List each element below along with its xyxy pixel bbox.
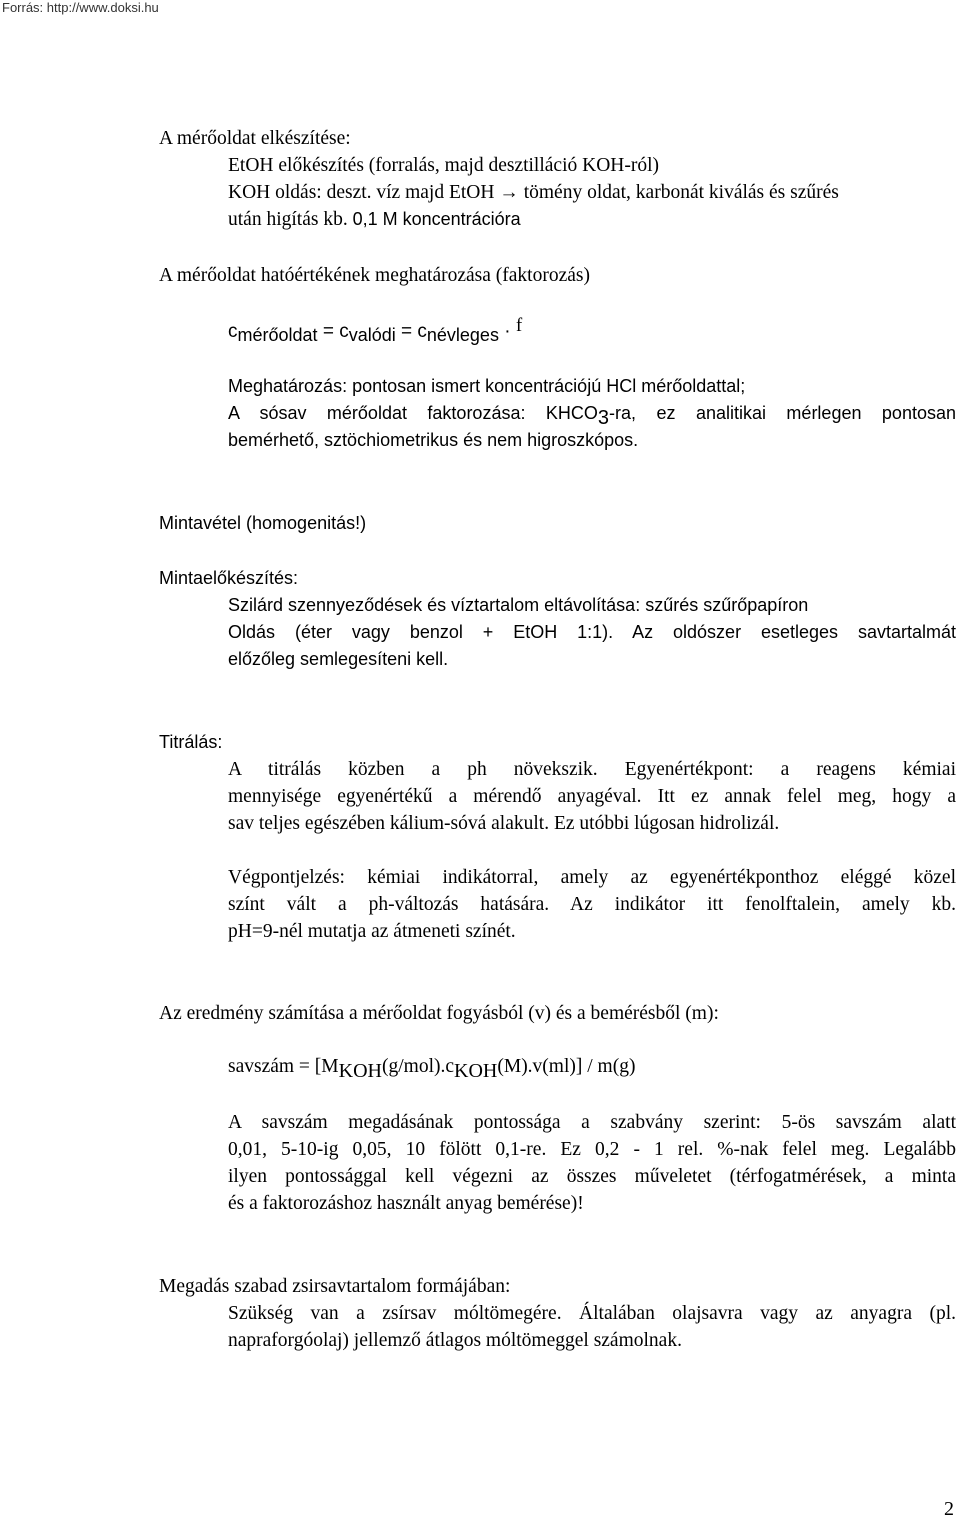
formula-part-a: savszám = [M — [228, 1056, 339, 1077]
determination-line-3: bemérhető, sztöchiometrikus és nem higroszkópos. — [228, 430, 639, 450]
sample-prep-line-1: Szilárd szennyeződések és víztartalom eltávolítása: szűrés szűrőpapíron — [228, 595, 809, 615]
section-title-titration: Titrálás: — [159, 732, 223, 752]
formula-eq-1: = c — [317, 321, 349, 342]
formula-c: c — [228, 321, 238, 342]
titration-p2-line-3: pH=9-nél mutatja az átmeneti színét. — [228, 921, 516, 942]
formula-sub-koh-2: KOH — [454, 1060, 498, 1082]
accuracy-line-2: 0,01, 5-10-ig 0,05, 10 fölött 0,1-re. Ez 0,2 - 1 rel. %-nak felel meg. Legalább — [228, 1139, 956, 1160]
titration-p1-line-2: mennyisége egyenértékű a mérendő anyagéval. Itt ez annak felel meg, hogy a — [228, 786, 956, 807]
accuracy-line-3: ilyen pontossággal kell végezni az összes műveletet (térfogatmérések, a minta — [228, 1166, 956, 1187]
prep-line-2b: tömény oldat, karbonát kiválás és szűrés — [523, 182, 839, 203]
formula-sub-valodi: valódi — [348, 325, 396, 345]
accuracy-line-1: A savszám megadásának pontossága a szabvány szerint: 5-ös savszám alatt — [228, 1112, 956, 1133]
section-title-free-fatty-acid: Megadás szabad zsirsavtartalom formájában: — [159, 1276, 511, 1297]
determination-line-1: Meghatározás: pontosan ismert koncentrációjú HCl mérőoldattal; — [228, 376, 746, 396]
formula-sub-nevleges: névleges — [426, 325, 499, 345]
titration-p2-line-1: Végpontjelzés: kémiai indikátorral, amely az egyenértékponthoz eléggé közel — [228, 867, 956, 888]
accuracy-line-4: és a faktorozáshoz használt anyag bemérése)! — [228, 1193, 584, 1214]
free-fatty-acid-line-2: napraforgóolaj) jellemző átlagos móltömeggel számolnak. — [228, 1330, 682, 1351]
prep-line-1: EtOH előkészítés (forralás, majd desztilláció KOH-ról) — [228, 155, 660, 176]
section-title-sampling: Mintavétel (homogenitás!) — [159, 513, 367, 533]
source-header: Forrás: http://www.doksi.hu — [2, 0, 159, 15]
formula-eq-2: = c — [395, 321, 427, 342]
formula-sub-koh-1: KOH — [338, 1060, 382, 1082]
formula-f: f — [515, 315, 523, 336]
determination-line-2a: A sósav mérőoldat faktorozása: KHCO — [228, 403, 598, 423]
page-number: 2 — [944, 1498, 954, 1520]
titration-p1-line-3: sav teljes egészében kálium-sóvá alakult. Ez utóbbi lúgosan hidrolizál. — [228, 813, 780, 834]
free-fatty-acid-line-1: Szükség van a zsírsav móltömegére. Általában olajsavra vagy az anyagra (pl. — [228, 1303, 956, 1324]
sample-prep-line-3: előzőleg semlegesíteni kell. — [228, 649, 449, 669]
formula-dot: · — [498, 321, 516, 342]
khco3-subscript: 3 — [597, 407, 610, 429]
arrow-icon: → — [499, 182, 519, 203]
prep-line-2 — [228, 179, 839, 206]
prep-line-2a: KOH oldás: deszt. víz majd EtOH — [228, 182, 495, 203]
sample-prep-line-2: Oldás (éter vagy benzol + EtOH 1:1). Az oldószer esetleges savtartalmát — [228, 622, 956, 642]
determination-line-2b: -ra, ez analitikai mérlegen pontosan — [609, 403, 956, 423]
titration-p2-line-2: színt vált a ph-változás hatására. Az indikátor itt fenolftalein, amely kb. — [228, 894, 956, 915]
section-title-preparation: A mérőoldat elkészítése: — [159, 128, 351, 149]
formula-part-b: (g/mol).c — [381, 1056, 455, 1077]
section-title-result: Az eredmény számítása a mérőoldat fogyásból (v) és a bemérésből (m): — [159, 1003, 719, 1024]
determination-line-2 — [228, 400, 956, 427]
prep-line-3a: után higítás kb. — [228, 209, 348, 230]
factor-formula — [228, 315, 523, 345]
formula-sub-merooldat: mérőoldat — [237, 325, 318, 345]
section-title-factor: A mérőoldat hatóértékének meghatározása (faktorozás) — [159, 265, 590, 286]
formula-part-c: (M).v(ml)] / m(g) — [497, 1056, 636, 1077]
section-title-sample-prep: Mintaelőkészítés: — [159, 568, 299, 588]
titration-p1-line-1: A titrálás közben a ph növekszik. Egyenértékpont: a reagens kémiai — [228, 759, 956, 780]
acid-number-formula — [228, 1053, 635, 1080]
prep-line-3 — [228, 206, 521, 233]
prep-line-3b: 0,1 M koncentrációra — [352, 209, 521, 229]
